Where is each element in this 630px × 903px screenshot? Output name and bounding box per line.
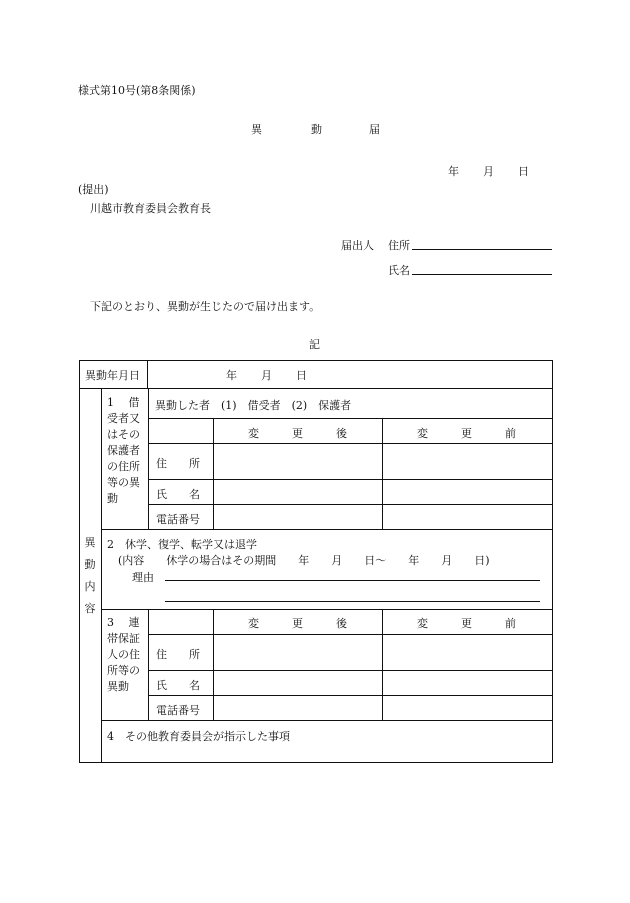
name-field[interactable] bbox=[412, 274, 552, 275]
address-label: 住所 bbox=[388, 239, 410, 252]
item1-after-header: 変 更 後 bbox=[248, 427, 347, 440]
divider bbox=[147, 360, 148, 388]
item4-text: 4 その他教育委員会が指示した事項 bbox=[107, 730, 290, 743]
applicant-label: 届出人 bbox=[341, 239, 374, 252]
section-label: 異 動 内 容 bbox=[84, 536, 96, 615]
divider bbox=[148, 388, 149, 529]
move-date-month[interactable]: 月 bbox=[261, 369, 272, 382]
divider bbox=[148, 634, 552, 635]
divider bbox=[101, 529, 552, 530]
item2-reason-label: 理由 bbox=[132, 571, 154, 584]
item1-row-address: 住 所 bbox=[156, 457, 200, 470]
divider bbox=[148, 504, 552, 505]
item3-before-header: 変 更 前 bbox=[417, 617, 516, 630]
reason-line-1[interactable] bbox=[165, 580, 540, 581]
date-year: 年 bbox=[448, 165, 459, 178]
item3-row-address: 住 所 bbox=[156, 648, 200, 661]
title-char-3: 届 bbox=[369, 123, 380, 136]
form-number: 様式第10号(第8条関係) bbox=[78, 84, 196, 97]
item1-row-phone: 電話番号 bbox=[156, 513, 200, 526]
move-date-year[interactable]: 年 bbox=[226, 369, 237, 382]
divider bbox=[79, 388, 552, 389]
addressee: 川越市教育委員会教育長 bbox=[90, 202, 211, 215]
item3-row-name: 氏 名 bbox=[156, 679, 200, 692]
reason-line-2[interactable] bbox=[165, 601, 540, 602]
date-day: 日 bbox=[518, 165, 529, 178]
address-field[interactable] bbox=[412, 249, 552, 250]
divider bbox=[101, 609, 552, 610]
item1-before-header: 変 更 前 bbox=[417, 427, 516, 440]
name-label: 氏名 bbox=[388, 264, 410, 277]
divider bbox=[148, 695, 552, 696]
item2-detail: (内容 休学の場合はその期間 年 月 日～ 年 月 日) bbox=[118, 554, 490, 567]
item3-row-phone: 電話番号 bbox=[156, 704, 200, 717]
divider bbox=[148, 609, 149, 720]
date-month: 月 bbox=[483, 165, 494, 178]
intro-text: 下記のとおり、異動が生じたので届け出ます。 bbox=[90, 300, 321, 313]
divider bbox=[148, 479, 552, 480]
move-date-day[interactable]: 日 bbox=[296, 369, 307, 382]
submit-label: (提出) bbox=[78, 183, 109, 196]
item2-heading: 2 休学、復学、転学又は退学 bbox=[107, 538, 257, 551]
item3-after-header: 変 更 後 bbox=[248, 617, 347, 630]
title-char-1: 異 bbox=[251, 123, 262, 136]
divider bbox=[101, 388, 102, 762]
item1-label: 1 借 受者又 はその 保護者 の住所 等の異 動 bbox=[107, 396, 140, 505]
divider bbox=[148, 670, 552, 671]
divider bbox=[148, 443, 552, 444]
item1-target-line: 異動した者 (1) 借受者 (2) 保護者 bbox=[155, 399, 352, 412]
divider bbox=[148, 418, 552, 419]
item3-label: 3 連 帯保証 人の住 所等の 異動 bbox=[107, 616, 140, 693]
title-char-2: 動 bbox=[311, 123, 322, 136]
divider bbox=[101, 720, 552, 721]
move-date-label: 異動年月日 bbox=[85, 369, 140, 382]
item1-row-name: 氏 名 bbox=[156, 488, 200, 501]
ki-label: 記 bbox=[309, 338, 320, 351]
